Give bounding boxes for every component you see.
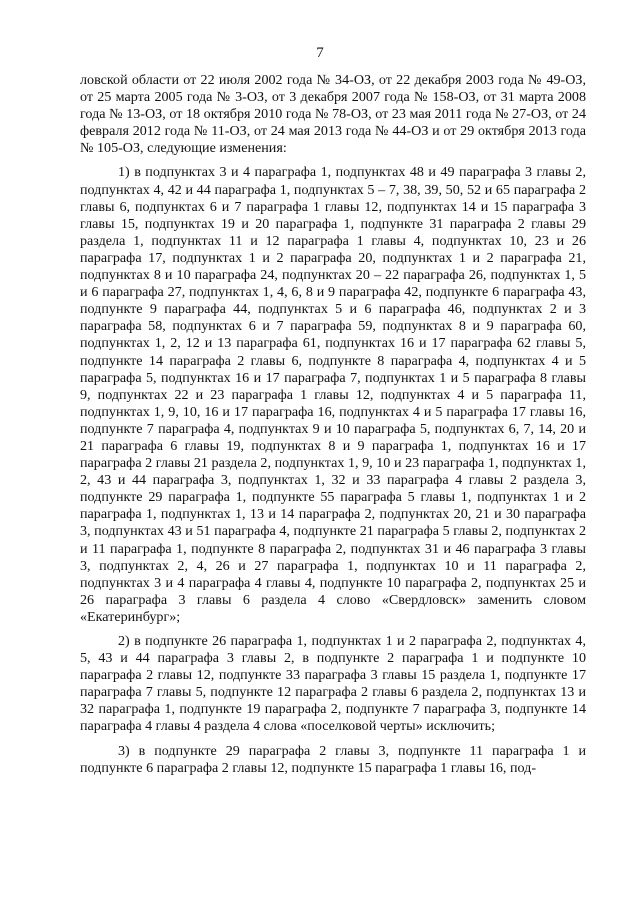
paragraph-item-3: 3) в подпункте 29 параграфа 2 главы 3, подпункте 11 параграфа 1 и подпункте 6 параграфа 2 главы 12, подпункте 15 параграфа 1 главы 16, под-	[80, 742, 586, 776]
paragraph-item-2: 2) в подпункте 26 параграфа 1, подпунктах 1 и 2 параграфа 2, подпунктах 4, 5, 43 и 44 параграфа 3 главы 2, в подпункте 2 параграфа 1 и подпункте 10 параграфа 2 главы 12, подпункте 33 параграфа 3 главы 15 раздела 1, подпункте 17 параграфа 7 главы 5, подпункте 12 параграфа 2 главы 6 раздела 2, подпунктах 13 и 32 параграфа 1, подпункте 19 параграфа 2, подпункте 7 параграфа 3, подпункте 14 параграфа 4 главы 4 раздела 4 слова «поселковой черты» исключить;	[80, 633, 586, 735]
page-number: 7	[316, 45, 324, 61]
paragraph-intro-continuation: ловской области от 22 июля 2002 года № 34-ОЗ, от 22 декабря 2003 года № 49-ОЗ, от 25 марта 2005 года № 3-ОЗ, от 3 декабря 2007 года № 158-ОЗ, от 31 марта 2008 года № 13-ОЗ, от 18 октября 2010 года № 78-ОЗ, от 23 мая 2011 года № 27-ОЗ, от 24 февраля 2012 года № 11-ОЗ, от 24 мая 2013 года № 44-ОЗ и от 29 октября 2013 года № 105-ОЗ, следующие изменения:	[80, 72, 586, 157]
document-body	[80, 72, 586, 777]
paragraph-item-1: 1) в подпунктах 3 и 4 параграфа 1, подпунктах 48 и 49 параграфа 3 главы 2, подпунктах 4, 42 и 44 параграфа 1, подпунктах 5 – 7, 38, 39, 50, 52 и 65 параграфа 2 главы 6, подпунктах 6 и 7 параграфа 1 главы 12, подпунктах 14 и 15 параграфа 3 главы 15, подпунктах 19 и 20 параграфа 1, подпункте 31 параграфа 2 главы 29 раздела 1, подпунктах 11 и 12 параграфа 1 главы 4, подпунктах 10, 23 и 26 параграфа 17, подпунктах 1 и 2 параграфа 20, подпунктах 1 и 2 параграфа 21, подпунктах 8 и 10 параграфа 24, подпунктах 20 – 22 параграфа 26, подпунктах 1, 5 и 6 параграфа 27, подпунктах 1, 4, 6, 8 и 9 параграфа 42, подпункте 6 параграфа 43, подпункте 9 параграфа 44, подпунктах 5 и 6 параграфа 46, подпунктах 2 и 3 параграфа 58, подпунктах 6 и 7 параграфа 59, подпунктах 8 и 9 параграфа 60, подпунктах 1, 2, 12 и 13 параграфа 61, подпунктах 16 и 17 параграфа 62 главы 5, подпункте 14 параграфа 2 главы 6, подпункте 8 параграфа 4, подпунктах 4 и 5 параграфа 5, подпунктах 16 и 17 параграфа 7, подпунктах 1 и 5 параграфа 8 главы 9, подпунктах 22 и 23 параграфа 1 главы 12, подпунктах 4 и 5 параграфа 11, подпунктах 1, 9, 10, 16 и 17 параграфа 16, подпунктах 4 и 5 параграфа 17 главы 16, подпункте 7 параграфа 4, подпунктах 9 и 10 параграфа 5, подпунктах 6, 7, 14, 20 и 21 параграфа 6 главы 19, подпунктах 8 и 9 параграфа 1, подпунктах 16 и 17 параграфа 2 главы 21 раздела 2, подпунктах 1, 9, 10 и 23 параграфа 1, подпунктах 1, 2, 43 и 44 параграфа 3, подпунктах 1, 32 и 33 параграфа 4 главы 2 раздела 3, подпункте 29 параграфа 1, подпункте 55 параграфа 5 главы 1, подпунктах 1 и 2 параграфа 1, подпунктах 1, 13 и 14 параграфа 2, подпунктах 20, 21 и 30 параграфа 3, подпунктах 43 и 51 параграфа 4, подпункте 21 параграфа 5 главы 2, подпунктах 2 и 11 параграфа 1, подпункте 8 параграфа 2, подпунктах 31 и 46 параграфа 3 главы 3, подпунктах 2, 4, 26 и 27 параграфа 1, подпунктах 10 и 11 параграфа 2, подпунктах 3 и 4 параграфа 4 главы 4, подпункте 10 параграфа 2, подпунктах 25 и 26 параграфа 3 главы 6 раздела 4 слово «Свердловск» заменить словом «Екатеринбург»;	[80, 164, 586, 625]
